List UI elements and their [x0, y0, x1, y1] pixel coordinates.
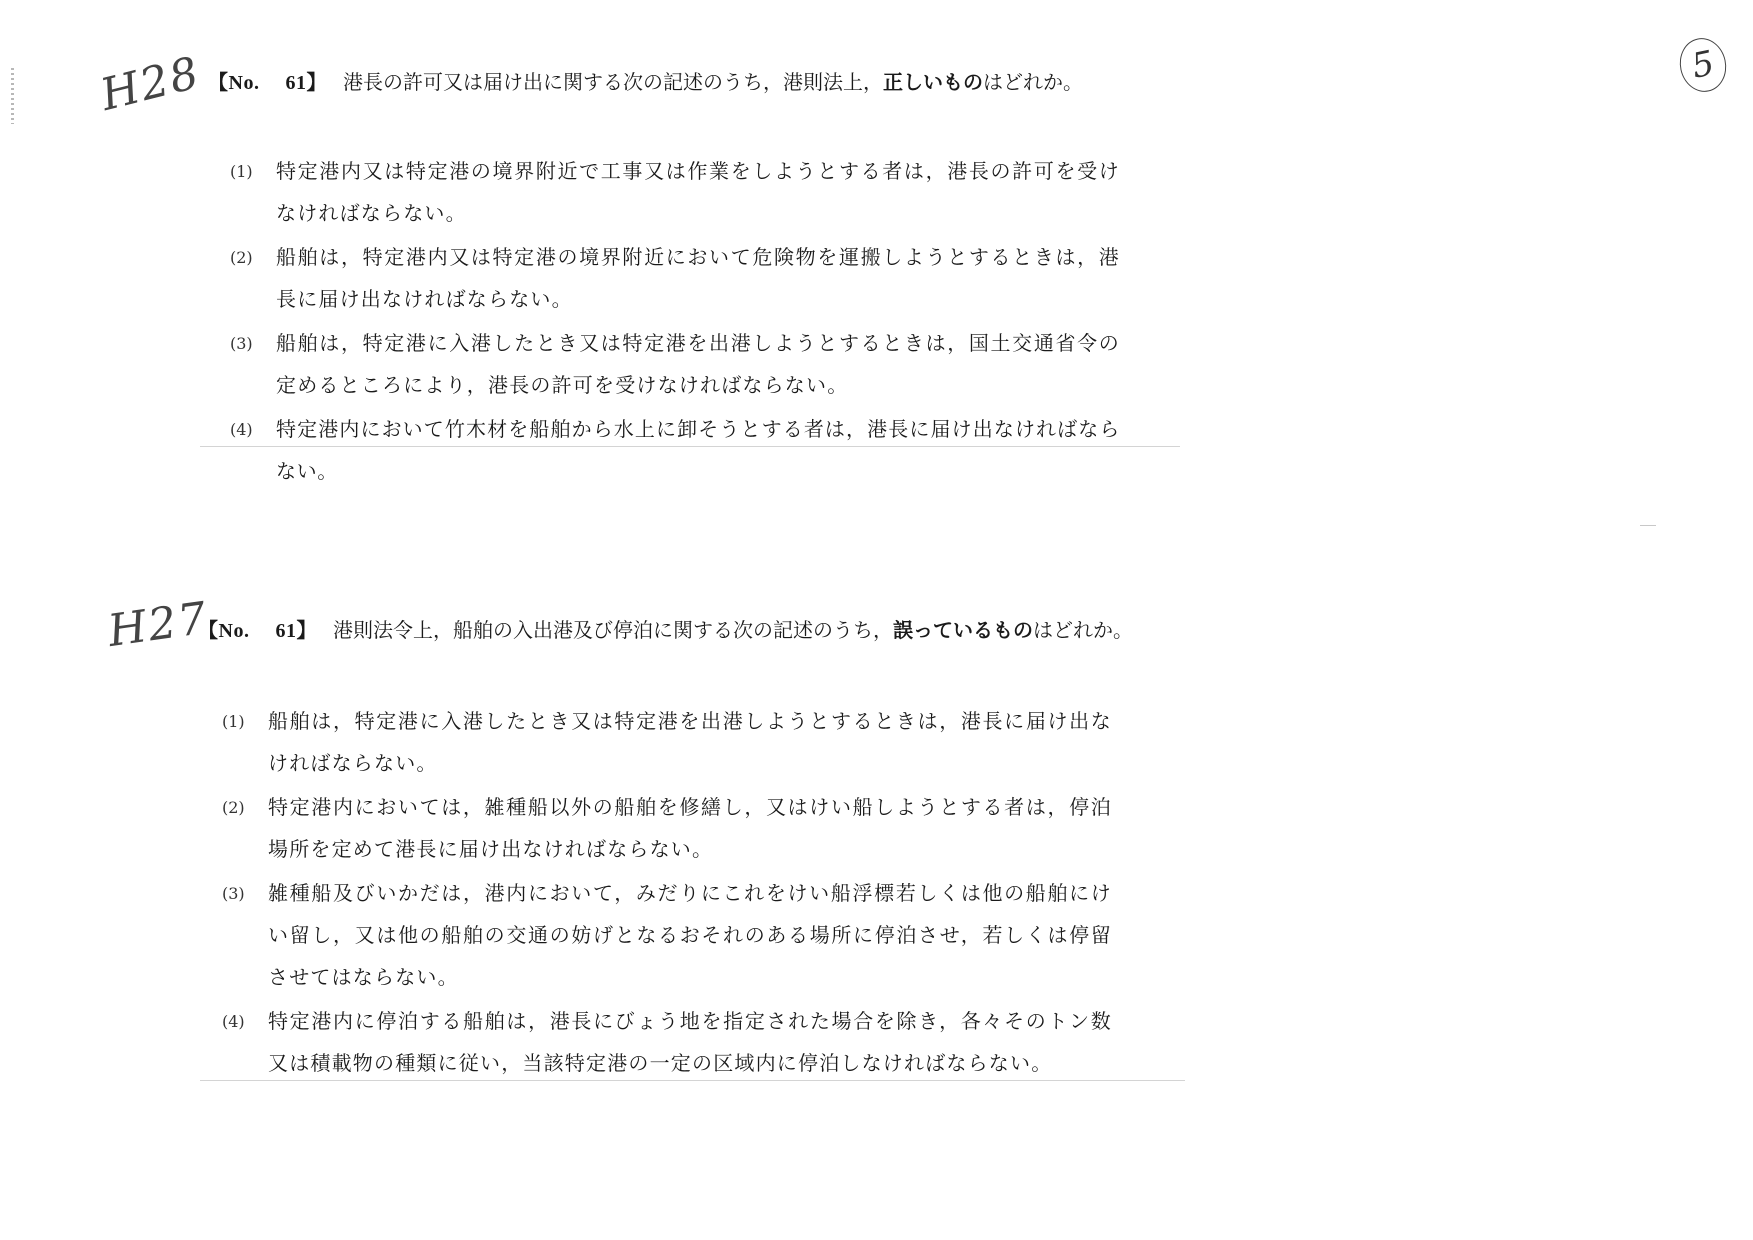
handwritten-year-h27: H27	[104, 592, 212, 657]
question-stem: 港則法令上，船舶の入出港及び停泊に関する次の記述のうち，誤っているものはどれか。	[332, 618, 1133, 642]
answer-option	[230, 408, 1120, 492]
answer-options	[222, 700, 1112, 1086]
answer-option	[230, 322, 1120, 406]
option-text: 船舶は，特定港内又は特定港の境界附近において危険物を運搬しようとするときは，港長に届け出なければならない。	[276, 245, 1120, 311]
option-text: 特定港内においては，雑種船以外の船舶を修繕し，又はけい船しようとする者は，停泊場所を定めて港長に届け出なければならない。	[268, 795, 1112, 861]
question-header	[198, 620, 1133, 641]
question-header	[208, 72, 1083, 93]
page-number: 5	[1688, 43, 1718, 87]
answer-option	[222, 1000, 1112, 1084]
option-text: 特定港内又は特定港の境界附近で工事又は作業をしようとする者は，港長の許可を受けなければならない。	[276, 159, 1120, 225]
option-text: 特定港内に停泊する船舶は，港長にびょう地を指定された場合を除き，各々そのトン数又は積載物の種類に従い，当該特定港の一定の区域内に停泊しなければならない。	[268, 1009, 1112, 1075]
answer-option	[230, 236, 1120, 320]
stem-emphasis: 誤っているもの	[892, 618, 1033, 642]
scan-mark	[1640, 525, 1656, 526]
option-number: (1)	[230, 162, 253, 181]
answer-option	[222, 786, 1112, 870]
section-divider	[200, 446, 1180, 447]
answer-option	[222, 700, 1112, 784]
page-number-circle	[1675, 34, 1731, 96]
option-number: (1)	[222, 712, 245, 731]
option-text: 雑種船及びいかだは，港内において，みだりにこれをけい船浮標若しくは他の船舶にけい留し，又は他の船舶の交通の妨げとなるおそれのある場所に停泊させ，若しくは停留させてはならない。	[268, 881, 1112, 989]
section-divider	[200, 1080, 1185, 1081]
question-number: 【No. 61】	[198, 620, 317, 642]
option-text: 船舶は，特定港に入港したとき又は特定港を出港しようとするときは，港長に届け出なければならない。	[268, 709, 1112, 775]
option-number: (3)	[222, 884, 245, 903]
answer-options	[230, 150, 1120, 494]
scan-edge-mark	[11, 68, 14, 124]
question-stem: 港長の許可又は届け出に関する次の記述のうち，港則法上，正しいものはどれか。	[342, 70, 1083, 94]
answer-option	[222, 872, 1112, 998]
option-number: (2)	[222, 798, 245, 817]
option-number: (4)	[230, 420, 253, 439]
handwritten-year-h28: H28	[95, 47, 206, 121]
stem-emphasis: 正しいもの	[882, 70, 983, 94]
option-number: (3)	[230, 334, 253, 353]
question-number: 【No. 61】	[208, 72, 327, 94]
answer-option	[230, 150, 1120, 234]
option-number: (2)	[230, 248, 253, 267]
option-text: 船舶は，特定港に入港したとき又は特定港を出港しようとするときは，国土交通省令の定めるところにより，港長の許可を受けなければならない。	[276, 331, 1120, 397]
option-number: (4)	[222, 1012, 245, 1031]
option-text: 特定港内において竹木材を船舶から水上に卸そうとする者は，港長に届け出なければならない。	[276, 417, 1120, 483]
